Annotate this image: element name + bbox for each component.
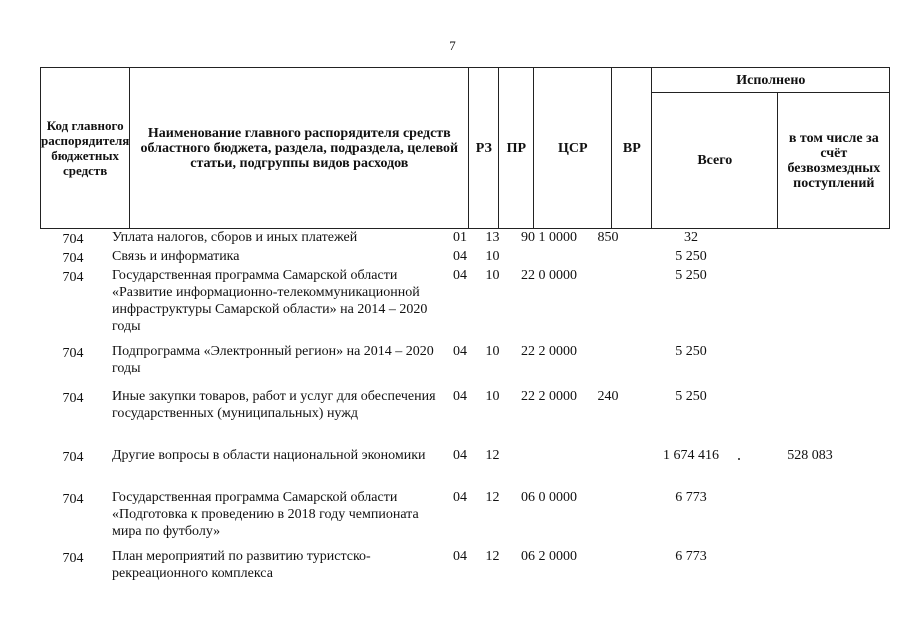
header-csr: ЦСР	[534, 68, 612, 229]
row-vr	[588, 267, 628, 343]
header-pr: ПР	[499, 68, 534, 229]
row-csr	[510, 447, 588, 489]
row-free	[754, 388, 866, 447]
row-rz: 01	[453, 230, 467, 245]
row-pr: 12	[485, 549, 500, 564]
row-vr: 850	[597, 230, 619, 245]
row-total: 5 250	[675, 268, 707, 283]
row-name: Другие вопросы в области национальной экономики	[112, 448, 426, 463]
row-pr: 13	[485, 230, 500, 245]
row-csr: 90 1 0000	[521, 230, 577, 245]
row-pr: 10	[485, 249, 500, 264]
header-name: Наименование главного распорядителя средств областного бюджета, раздела, подраздела, целевой статьи, подгруппы видов расходов	[130, 68, 469, 229]
row-total: 6 773	[675, 549, 707, 564]
row-csr: 22 2 0000	[521, 389, 577, 404]
row-vr	[588, 548, 628, 588]
row-vr: 240	[597, 389, 619, 404]
row-total: 6 773	[675, 490, 707, 505]
header-code: Код главного распорядителя бюджетных средств	[41, 68, 130, 229]
row-pr: 10	[485, 268, 500, 283]
row-vr	[588, 489, 628, 548]
row-csr: 22 0 0000	[521, 268, 577, 283]
row-rz: 04	[453, 268, 467, 283]
row-vr	[588, 343, 628, 388]
header-vr: ВР	[612, 68, 652, 229]
table-row	[40, 489, 866, 548]
row-csr	[510, 248, 588, 267]
header-executed: Исполнено	[652, 68, 890, 93]
row-rz: 04	[453, 549, 467, 564]
row-code: 704	[62, 391, 84, 406]
row-code: 704	[62, 346, 84, 361]
row-total: 1 674 416	[663, 448, 719, 463]
row-free	[754, 343, 866, 388]
row-name: План мероприятий по развитию туристско-рекреационного комплекса	[112, 549, 371, 581]
table-row	[40, 447, 866, 489]
row-name: Иные закупки товаров, работ и услуг для обеспечения государственных (муниципальных) нужд	[112, 389, 436, 421]
table-row	[40, 388, 866, 447]
row-rz: 04	[453, 490, 467, 505]
table-body	[40, 229, 866, 588]
row-csr: 06 2 0000	[521, 549, 577, 564]
row-csr: 22 2 0000	[521, 344, 577, 359]
table-header	[40, 67, 890, 229]
row-name: Уплата налогов, сборов и иных платежей	[112, 230, 358, 245]
row-rz: 04	[453, 344, 467, 359]
row-code: 704	[62, 551, 84, 566]
row-rz: 04	[453, 448, 467, 463]
row-name: Государственная программа Самарской области «Подготовка к проведению в 2018 году чемпионата мира по футболу»	[112, 490, 419, 539]
row-code: 704	[62, 450, 84, 465]
row-pr: 12	[485, 490, 500, 505]
table-row	[40, 229, 866, 248]
row-code: 704	[62, 270, 84, 285]
header-total: Всего	[652, 93, 778, 229]
row-total: 32	[684, 230, 698, 245]
row-code: 704	[62, 492, 84, 507]
table-row	[40, 267, 866, 343]
row-total: 5 250	[675, 389, 707, 404]
header-free: в том числе за счёт безвозмездных поступлений	[778, 93, 890, 229]
row-pr: 12	[485, 448, 500, 463]
scan-artifact	[738, 458, 740, 460]
row-total: 5 250	[675, 344, 707, 359]
row-free	[754, 548, 866, 588]
page-number: 7	[449, 38, 456, 53]
row-free: 528 083	[787, 448, 833, 463]
row-rz: 04	[453, 389, 467, 404]
table-row	[40, 248, 866, 267]
row-free	[754, 229, 866, 248]
header-rz: РЗ	[469, 68, 499, 229]
row-pr: 10	[485, 389, 500, 404]
row-free	[754, 267, 866, 343]
row-name: Связь и информатика	[112, 249, 240, 264]
row-free	[754, 489, 866, 548]
table-row	[40, 548, 866, 588]
row-rz: 04	[453, 249, 467, 264]
row-code: 704	[62, 232, 84, 247]
table-row	[40, 343, 866, 388]
row-vr	[588, 248, 628, 267]
row-name: Подпрограмма «Электронный регион» на 2014 – 2020 годы	[112, 344, 434, 376]
row-code: 704	[62, 251, 84, 266]
row-pr: 10	[485, 344, 500, 359]
row-vr	[588, 447, 628, 489]
row-total: 5 250	[675, 249, 707, 264]
row-csr: 06 0 0000	[521, 490, 577, 505]
row-free	[754, 248, 866, 267]
row-name: Государственная программа Самарской области «Развитие информационно-телекоммуникационной инфраструктуры Самарской области» на 2014 – 2020 годы	[112, 268, 428, 334]
